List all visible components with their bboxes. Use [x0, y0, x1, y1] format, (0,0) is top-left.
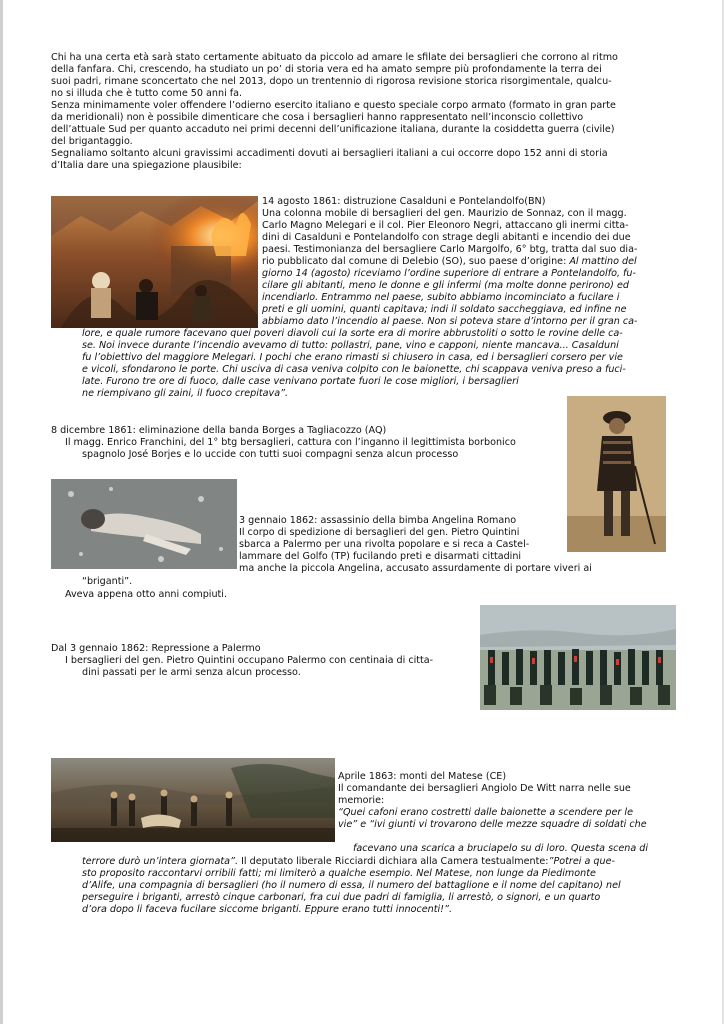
event2-line: spagnolo José Borjes e lo uccide con tutti suoi compagni senza alcun processo — [82, 449, 459, 460]
event1-quote-line: lore, e quale rumore facevano quei poveri diavoli cui la sorte era di morire abbrustoliti o sotto le rovine delle ca- — [82, 328, 623, 339]
painting-matese-execution — [51, 758, 335, 842]
event1-quote-line: incendiarlo. Entrammo nel paese, subito abbiamo incominciato a fucilare i — [262, 292, 620, 304]
event5-ricciardi: Il deputato liberale Ricciardi dichiara alla Camera testualmente: — [238, 856, 549, 867]
event5-line: memorie: — [338, 795, 385, 807]
intro-line: no si illuda che è tutto come 50 anni fa. — [51, 88, 243, 100]
event5-quote-end: terrore durò un’intera giornata”. — [82, 856, 239, 867]
event5-quote-line: “Quei cafoni erano costretti dalle baionette a scendere per le — [338, 807, 633, 819]
event1-line-mixed — [262, 256, 638, 268]
event1-line: Carlo Magno Melegari e il col. Pier Eleonoro Negri, attaccano gli inermi citta- — [262, 220, 629, 232]
photo-angelina-romano — [51, 479, 237, 569]
event2-line: Il magg. Enrico Franchini, del 1° btg bersaglieri, cattura con l’inganno il legittimista borbonico — [65, 437, 516, 448]
event4-title: Dal 3 gennaio 1862: Repressione a Palermo — [51, 643, 261, 654]
event3-line: lammare del Golfo (TP) fucilando preti e disarmati cittadini — [239, 551, 522, 563]
intro-line: d’Italia dare una spiegazione plausibile: — [51, 160, 242, 172]
event4-line: dini passati per le armi senza alcun processo. — [82, 667, 301, 678]
event1-line5-normal: rio pubblicato dal comune di Delebio (SO), suo paese d’origine: — [262, 256, 570, 268]
event5-title: Aprile 1863: monti del Matese (CE) — [338, 771, 507, 782]
event1-line: paesi. Testimonianza del bersagliere Carlo Margolfo, 6° btg, tratta dal suo dia- — [262, 244, 638, 256]
painting-pontelandolfo-fire — [51, 196, 258, 328]
event1-text-wide — [82, 328, 626, 400]
event1-quote-line: fu l’obiettivo del maggiore Melegari. I pochi che erano rimasti si chiusero in casa, ed i bersaglieri corsero per vie — [82, 352, 623, 364]
event3-briganti: “briganti”. — [82, 576, 133, 587]
event5-mixed-line — [82, 856, 621, 868]
event1-quote-line: e vicoli, sfondarono le porte. Chi usciva di casa veniva colpito con le baionette, chi scappava veniva preso a fuci- — [82, 364, 626, 376]
event3-title: 3 gennaio 1862: assassinio della bimba Angelina Romano — [239, 515, 517, 526]
event5-text — [338, 771, 647, 831]
event3-line: Il corpo di spedizione di bersaglieri del gen. Pietro Quintini — [239, 527, 520, 539]
intro-line: dell’attuale Sud per quanto accaduto nei primi decenni dell’unificazione italiana, durante la cosiddetta guerra (civile) — [51, 124, 615, 136]
page-left-edge — [0, 0, 3, 1024]
intro-line: da meridionali) non è possibile dimenticare che cosa i bersaglieri hanno rappresentato nell’inconscio collettivo — [51, 112, 584, 124]
event5-text-wide — [82, 856, 621, 916]
intro-paragraph — [51, 52, 618, 172]
intro-line: Senza minimamente voler offendere l’odierno esercito italiano e questo speciale corpo armato (formato in gran parte — [51, 100, 616, 112]
event5-line: Il comandante dei bersaglieri Angiolo De Witt narra nelle sue — [338, 783, 631, 795]
event3-line: ma anche la piccola Angelina, accusato assurdamente di portare viveri ai — [239, 563, 592, 575]
event5-quote-line: facevano una scarica a bruciapelo su di loro. Questa scena di — [353, 843, 649, 854]
event2-title: 8 dicembre 1861: eliminazione della banda Borges a Tagliacozzo (AQ) — [51, 425, 387, 436]
intro-line: suoi padri, rimane sconcertato che nel 2013, dopo un trentennio di rigorosa revisione storica risorgimentale, qualcu- — [51, 76, 612, 88]
event1-quote-line: se. Noi invece durante l’incendio avevamo di tutto: pollastri, pane, vino e capponi, niente mancava... Casalduni — [82, 340, 619, 352]
event1-quote-line: giorno 14 (agosto) riceviamo l’ordine superiore di entrare a Pontelandolfo, fu- — [262, 268, 636, 280]
event4-line: I bersaglieri del gen. Pietro Quintini occupano Palermo con centinaia di citta- — [65, 655, 434, 666]
intro-line: Segnaliamo soltanto alcuni gravissimi accadimenti dovuti ai bersaglieri italiani a cui occorre dopo 152 anni di storia — [51, 148, 608, 160]
event1-text-right — [262, 196, 638, 329]
event1-line: dini di Casalduni e Pontelandolfo con strage degli abitanti e incendio dei due — [262, 232, 631, 244]
event5-quote-start: ”Potrei a que- — [548, 856, 615, 867]
event1-title: 14 agosto 1861: distruzione Casalduni e Pontelandolfo(BN) — [262, 196, 546, 207]
event2-text — [65, 437, 516, 449]
event1-line5-italic: Al mattino del — [569, 256, 637, 268]
intro-line: della fanfara. Chi, crescendo, ha studiato un po’ di storia vera ed ha amato sempre più profondamente la terra dei — [51, 64, 602, 76]
event3-text — [239, 515, 592, 575]
event5-quote-line: perseguire i briganti, arrestò cinque carbonari, fra cui due padri di famiglia, li arrestò, o signori, e un quarto — [82, 892, 601, 904]
event5-quote-line: d’ora dopo li faceva fucilare siccome briganti. Eppure erano tutti innocenti!”. — [82, 904, 453, 916]
event1-quote-line: preti e gli uomini, quanti capitava; indi il soldato saccheggiava, ed infine ne — [262, 304, 627, 316]
event5-quote-line: sto proposito raccontarvi orribili fatti; mi limiterò a qualche esempio. Nel Matese, non lunge da Piedimonte — [82, 868, 596, 880]
event5-quote-line: d’Alife, una compagnia di bersaglieri (ho il numero di essa, il numero del battaglione e il nome del capitano) nel — [82, 880, 621, 892]
intro-line: del brigantaggio. — [51, 136, 133, 148]
event3-line: sbarca a Palermo per una rivolta popolare e si reca a Castel- — [239, 539, 530, 551]
event1-line: Una colonna mobile di bersaglieri del gen. Maurizio de Sonnaz, con il magg. — [262, 208, 627, 220]
event1-quote-line: abbiamo dato l’incendio al paese. Non si poteva stare d’intorno per il gran ca- — [262, 316, 638, 328]
event5-quote-line: vie” e “ivi giunti vi trovarono delle mezze squadre di soldati che — [338, 819, 647, 831]
event1-quote-line: late. Furono tre ore di fuoco, dalle case venivano portate fuori le cose migliori, i bersaglieri — [82, 376, 519, 388]
photo-soldiers-palermo — [480, 605, 676, 710]
intro-line: Chi ha una certa età sarà stato certamente abituato da piccolo ad amare le sfilate dei bersaglieri che corrono al ritmo — [51, 52, 618, 63]
event1-quote-line: ne riempivano gli zaini, il fuoco crepitava”. — [82, 388, 289, 400]
event1-quote-line: cilare gli abitanti, meno le donne e gli infermi (ma molte donne perirono) ed — [262, 280, 629, 292]
event2-text-cont — [82, 449, 458, 461]
event3-age: Aveva appena otto anni compiuti. — [65, 589, 228, 600]
